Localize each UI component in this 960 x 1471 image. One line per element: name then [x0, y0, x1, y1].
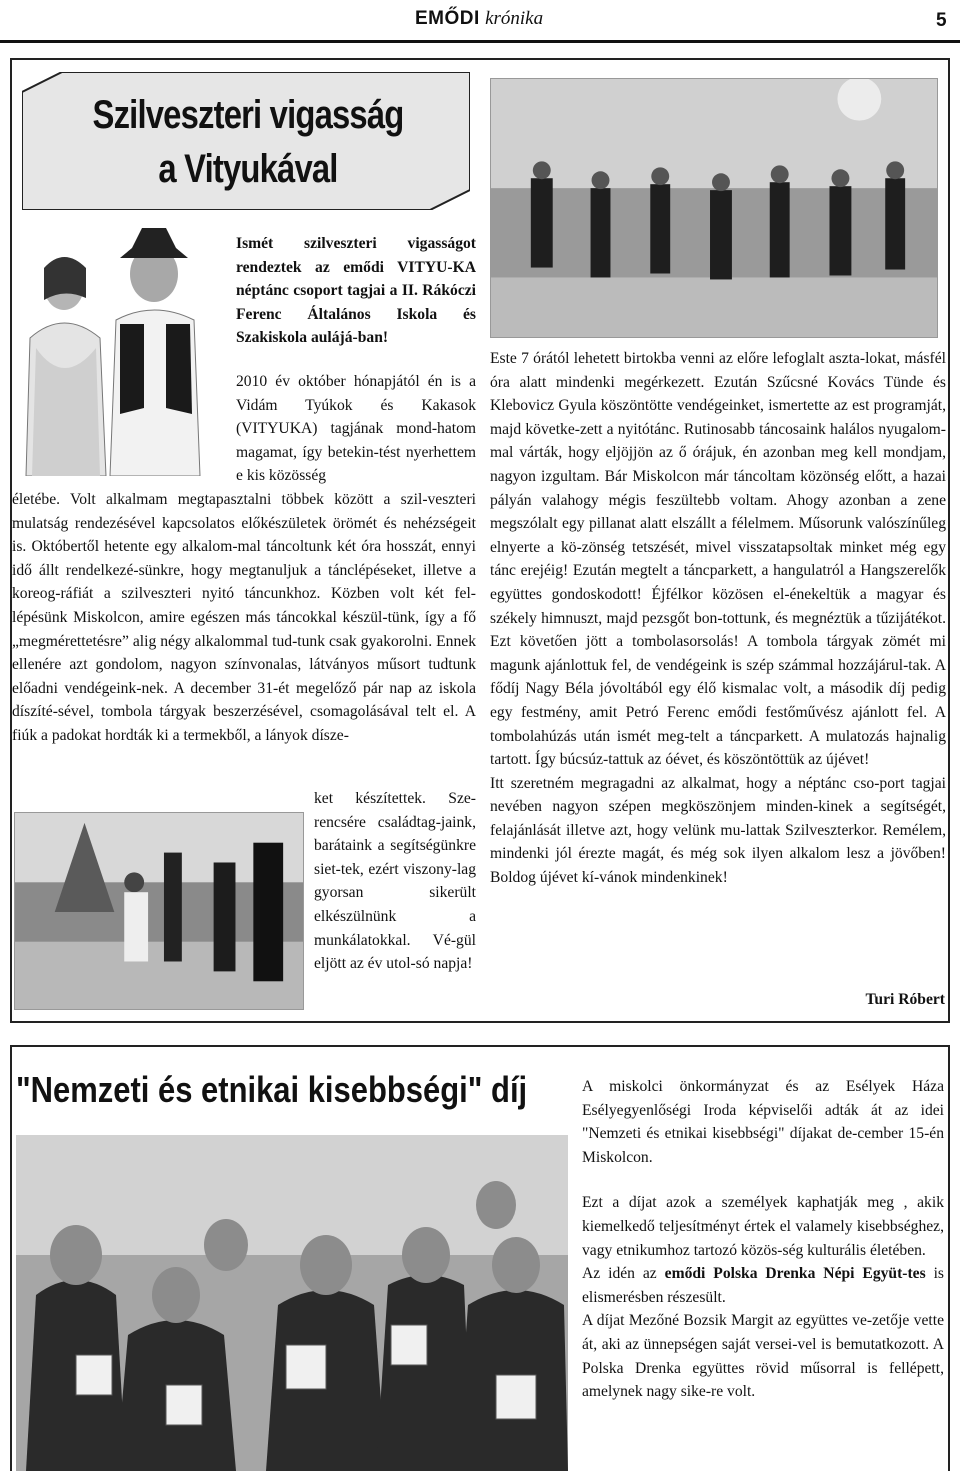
dance-photo-top: [490, 78, 938, 338]
page-number: 5: [936, 10, 947, 31]
article1-col1-part-a: 2010 év október hónapjától én is a Vidám Tyúkok és Kakasok (VITYUKA) tagjának mond-hatom magamat, így betekin-tést nyerhettem e kis közösség: [236, 373, 476, 485]
dance-image-left: [15, 813, 303, 1009]
col2-paragraph-1: Este 7 órától lehetett birtokba venni az előre lefoglalt aszta-lokat, másfél óra alatt mindenki megérkezett. Ezután Szűcsné Kovács Tünde és Klebovicz Gyula köszöntötte vendégeinket, ismertette az est programját, majd követke-zett a nyitótánc. Rutinosabb táncosaink halálos nyugalom-mal várták, hogy eljöjjön az ő órájuk, én azonban meg kell mondjam, nagyon izgultam. Bár Miskolcon már táncoltam közönség előtt, a hazai pályán valahogy mégis feszültebb voltam. Ahogy azonban a zene megszólalt egy pillanat alatt elszállt a félelmem. Műsorunk valószínűleg elnyerte a kö-zönség tetszését, mivel visszatapsoltak minket még egy tánc erejéig! Ezután megtelt a táncparkett, a hangulatról a Hangszerelők együttes gondoskodott! Éjfélkor közösen el-énekeltük a magyar és székely himnuszt, majd pezsgőt bon-tottunk, és megnéztük a tűzijátékot. Ezt követően jött a tombolasorsolás! A tombola tárgyak zömét mi magunk ajánlottuk fel, de vendégeink is szép számmal hozzájárul-tak. A fődíj Nagy Béla jóvoltából egy élő kismalac volt, a második díj pedig egy festmény, amit Petró Ferenc emődi festőművész ajánlott fel. A tombolahúzás után ismét meg-telt a táncparkett. A mulatozás hajnalig tartott. Így búcsúz-tattuk az óévet, és köszöntöttük az újévet!: [490, 350, 946, 769]
p3-post: is elismerésben részesült.: [582, 1265, 944, 1306]
article1-col1-part-c: ket készítettek. Sze-rencsére családtag-jaink, barátaink a segítségünkre siet-tek, ezért viszony-lag gyorsan sikerült elkészülnünk a munkálatokkal. Vé-gül eljött az év utol-só napja!: [314, 790, 476, 973]
p3-bold: emődi Polska Drenka Népi Együt-tes: [664, 1265, 926, 1283]
brand-subtitle: krónika: [485, 8, 544, 29]
article1-col2: [490, 347, 946, 890]
article1-intro: Ismét szilveszteri vigasságot rendeztek az emődi VITYU-KA néptánc csoport tagjai a II. Rákóczi Ferenc Általános Iskola és Szakiskola aulájá-ban!: [236, 235, 476, 347]
article2-paragraph-3: [582, 1262, 944, 1309]
masthead-brand: [415, 8, 543, 30]
dance-image-top: [491, 79, 937, 337]
dance-photo-left: [14, 812, 304, 1010]
article1-col1-part-b: életébe. Volt alkalmam megtapasztalni többek között a szil-veszteri mulatság rendezésével kapcsolatos előkészületek örömét és nehézségeit is. Októbertől hetente egy alkalom-mal táncoltunk két óra hosszát, ennyi idő állt rendelkezé-sünkre, hogy megtanuljuk a tánclépéseket, illetve a koreog-ráfiát a szilveszteri nyitó táncunkhoz. Közben volt két fel-lépésünk Miskolcon, amire egészen más táncokkal készül-tünk, így a fő „megmérettetésre” alig négy alkalommal tud-tunk csak gyakorolni. Ennek ellenére azt gondolom, nagyon színvonalas, látványos műsort tudtunk előadni vendégeink-nek. A december 31-ét megelőző pár nap az iskola díszíté-sével, tombola tárgyak beszerzésével, csomagolásával telt el. A fiúk a padokat hordták ki a termekből, a lányok dísze-: [12, 491, 476, 744]
title-line-1: Szilveszteri vigasság: [92, 93, 404, 137]
award-image: [16, 1135, 568, 1471]
p3-pre: Az idén az: [582, 1265, 665, 1283]
article2-text: [582, 1075, 944, 1404]
article1-title: [76, 88, 420, 196]
article2-title: "Nemzeti és etnikai kisebbségi" díj: [16, 1069, 528, 1110]
article2-paragraph-4: A díjat Mezőné Bozsik Margit az együttes ve-zetője vette át, aki az ünnepségen saját versei-vel is bemutatkozott. A Polska Drenka együttes rövid műsorral is fellépett, amelynek nagy sike-re volt.: [582, 1312, 944, 1401]
title-line-2: a Vityukával: [158, 147, 338, 191]
couple-photo: [16, 228, 228, 476]
award-photo: [16, 1135, 568, 1471]
brand-name: EMŐDI: [415, 8, 480, 29]
couple-image: [16, 228, 228, 476]
col2-paragraph-2: Itt szeretném megragadni az alkalmat, hogy a néptánc cso-port tagjai nevében nagyon szépen megköszönjem minden-kinek a segítségét, felajánlását illetve azt, hogy velünk mu-lattak Szilveszterkor. Remélem, mindenki jól érezte magát, és még sok ilyen alkalom lesz a jövőben! Boldog újévet kí-vánok mindenkinek!: [490, 774, 946, 887]
article2-paragraph-2: Ezt a díjat azok a személyek kaphatják meg , akik kiemelkedő teljesítményt értek el valamely kisebbséghez, vagy etnikumhoz tartozó közös-ség kulturális életében.: [582, 1194, 944, 1259]
article2-paragraph-1: A miskolci önkormányzat és az Esélyek Háza Esélyegyenlőségi Iroda képviselői adták át az idei "Nemzeti és etnikai kisebbségi" díjakat de-cember 15-én Miskolcon.: [582, 1078, 944, 1166]
header-rule: [0, 40, 960, 43]
article1-signature: Turi Róbert: [865, 991, 945, 1008]
